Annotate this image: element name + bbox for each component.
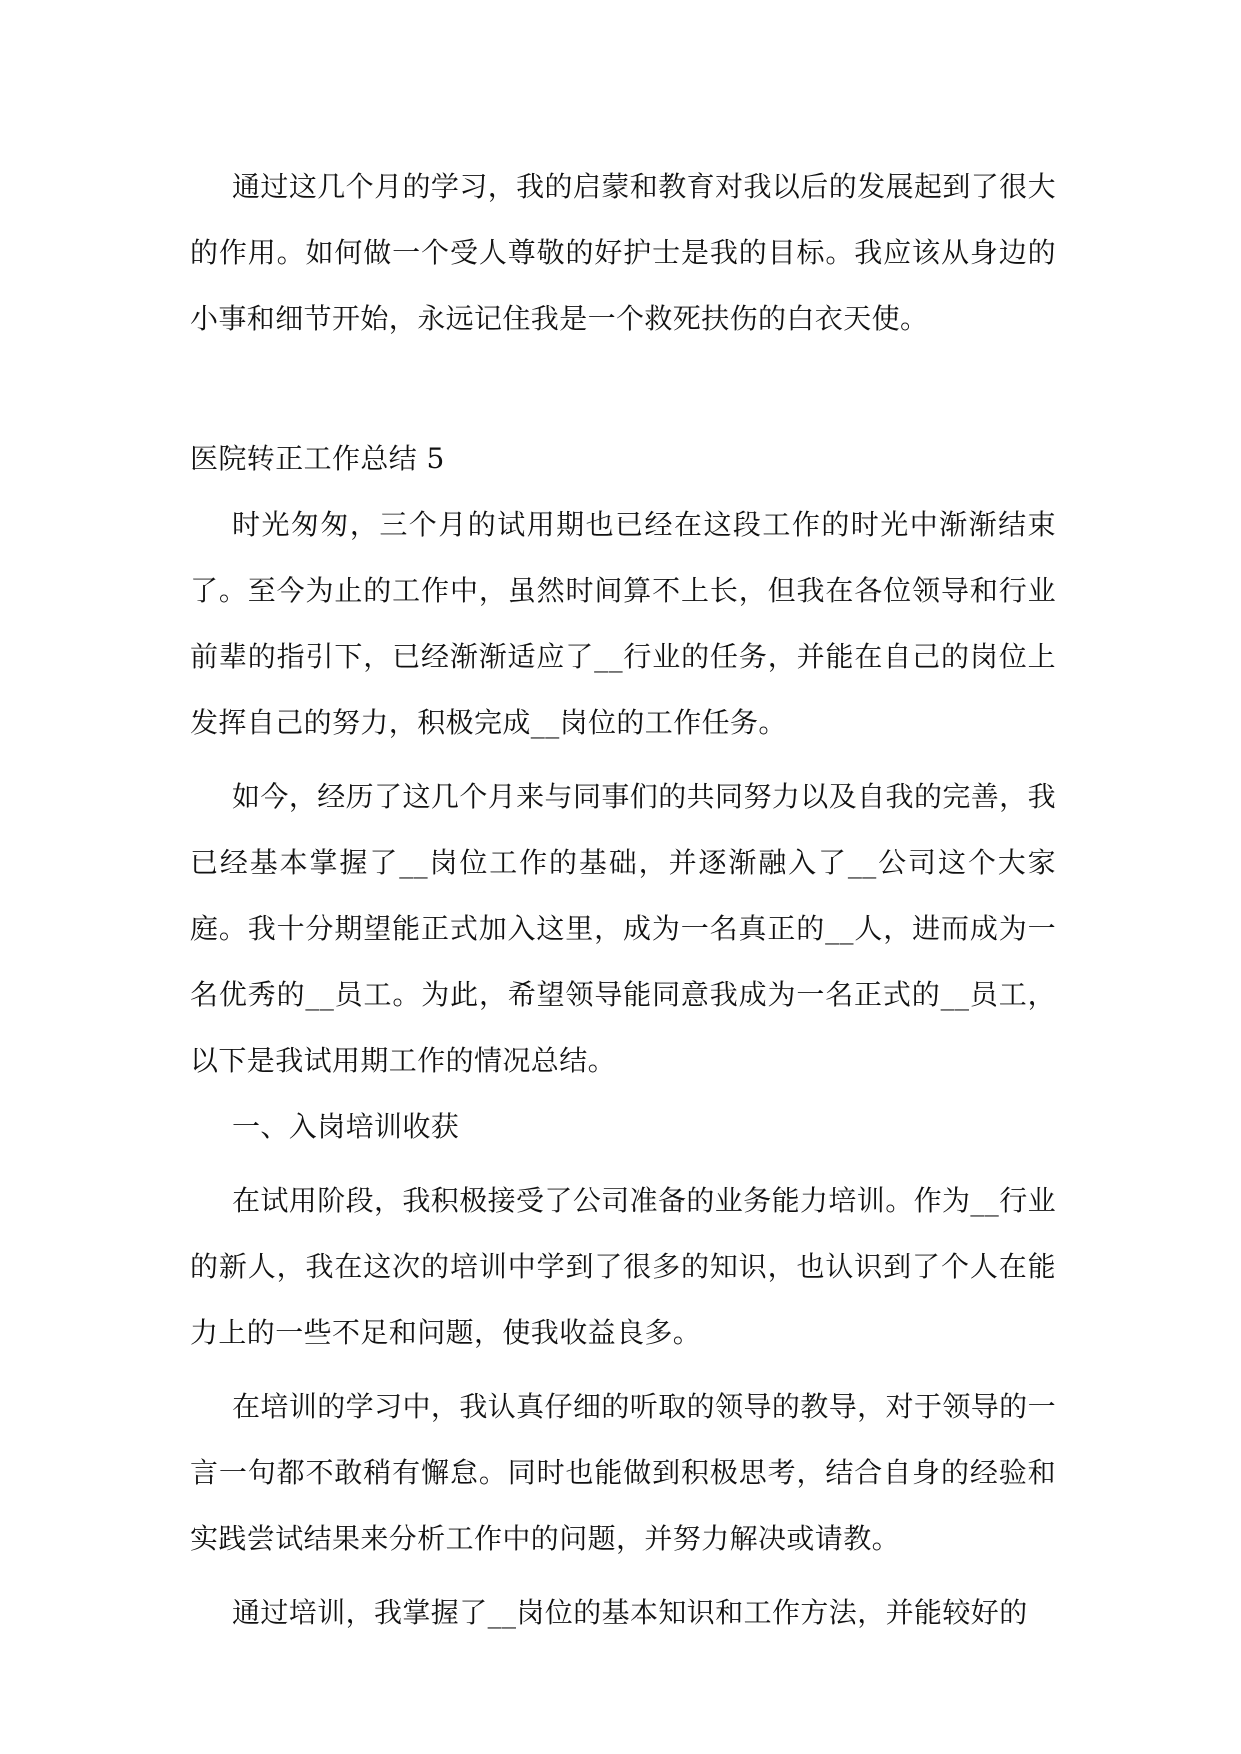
paragraph-intro: 通过这几个月的学习，我的启蒙和教育对我以后的发展起到了很大的作用。如何做一个受人尊敬的好护士是我的目标。我应该从身边的小事和细节开始，永远记住我是一个救死扶伤的白衣天使。	[190, 170, 1056, 335]
paragraph-training-stage: 在试用阶段，我积极接受了公司准备的业务能力培训。作为__行业的新人，我在这次的培训中学到了很多的知识，也认识到了个人在能力上的一些不足和问题，使我收益良多。	[190, 1184, 1057, 1349]
paragraph-probation: 时光匆匆，三个月的试用期也已经在这段工作的时光中渐渐结束了。至今为止的工作中，虽然时间算不上长，但我在各位领导和行业前辈的指引下，已经渐渐适应了__行业的任务，并能在自己的岗位上发挥自己的努力，积极完成__岗位的工作任务。	[190, 508, 1056, 739]
paragraph-progress: 如今，经历了这几个月来与同事们的共同努力以及自我的完善，我已经基本掌握了__岗位工作的基础，并逐渐融入了__公司这个大家庭。我十分期望能正式加入这里，成为一名真正的__人，进而成为一名优秀的__员工。为此，希望领导能同意我成为一名正式的__员工，以下是我试用期工作的情况总结。	[190, 780, 1056, 1077]
subheading-training: 一、入岗培训收获	[232, 1110, 460, 1143]
section-heading: 医院转正工作总结 5	[190, 442, 445, 475]
paragraph-training-study: 在培训的学习中，我认真仔细的听取的领导的教导，对于领导的一言一句都不敢稍有懈怠。同时也能做到积极思考，结合自身的经验和实践尝试结果来分析工作中的问题，并努力解决或请教。	[190, 1390, 1056, 1555]
paragraph-training-result: 通过培训，我掌握了__岗位的基本知识和工作方法，并能较好的	[232, 1596, 1028, 1629]
document-body	[190, 154, 1056, 1646]
